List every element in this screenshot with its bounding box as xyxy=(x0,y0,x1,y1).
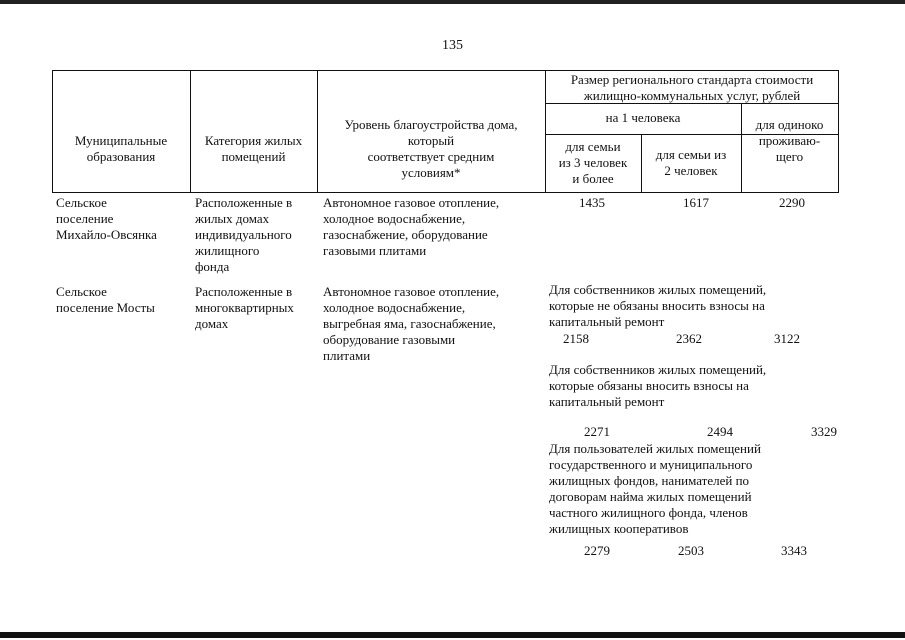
row1-level: Автономное газовое отопление, холодное водоснабжение, газоснабжение, оборудование газовыми плитами xyxy=(323,195,500,258)
header-level: Уровень благоустройства дома, который соответствует средним условиям* xyxy=(344,117,518,180)
header-family-3: для семьи из 3 человек и более xyxy=(558,139,628,186)
row2-group2-value-family2: 2494 xyxy=(707,424,733,439)
row2-group1-note: Для собственников жилых помещений, которые не обязаны вносить взносы на капитальный ремонт xyxy=(549,282,767,329)
header-category: Категория жилых помещений xyxy=(204,133,303,164)
row2-level: Автономное газовое отопление, холодное водоснабжение, выгребная яма, газоснабжение, оборудование газовыми плитами xyxy=(323,284,500,363)
row2-group2-value-family3: 2271 xyxy=(584,424,610,439)
row1-value-family2: 1617 xyxy=(683,195,709,210)
row2-group1-value-family2: 2362 xyxy=(676,331,702,346)
header-per-person: на 1 человека xyxy=(605,110,681,125)
header-municipal: Муниципальные образования xyxy=(74,133,168,164)
header-single: для одиноко проживаю- щего xyxy=(755,117,824,164)
row2-group3-note: Для пользователей жилых помещений государственного и муниципального жилищных фондов, нанимателей по договорам найма жилых помещений частного жилищного фонда, членов жилищных кооперативов xyxy=(549,441,761,536)
row1-value-single: 2290 xyxy=(779,195,805,210)
scan-edge-bottom xyxy=(0,632,905,638)
row2-category: Расположенные в многоквартирных домах xyxy=(195,284,294,331)
header-standard-size: Размер регионального стандарта стоимости жилищно-коммунальных услуг, рублей xyxy=(570,72,814,103)
header-family-2: для семьи из 2 человек xyxy=(655,147,727,178)
row2-group1-value-family3: 2158 xyxy=(563,331,589,346)
row1-municipal: Сельское поселение Михайло-Овсянка xyxy=(56,195,157,242)
row2-group1-value-single: 3122 xyxy=(774,331,800,346)
row1-category: Расположенные в жилых домах индивидуального жилищного фонда xyxy=(195,195,293,274)
row2-group2-note: Для собственников жилых помещений, которые обязаны вносить взносы на капитальный ремонт xyxy=(549,362,767,409)
row1-value-family3: 1435 xyxy=(579,195,605,210)
row2-group3-value-single: 3343 xyxy=(781,543,807,558)
row2-group3-value-family3: 2279 xyxy=(584,543,610,558)
row2-group2-value-single: 3329 xyxy=(811,424,837,439)
scan-edge-top xyxy=(0,0,905,4)
row2-group3-value-family2: 2503 xyxy=(678,543,704,558)
page-number: 135 xyxy=(442,38,463,53)
row2-municipal: Сельское поселение Мосты xyxy=(56,284,155,315)
